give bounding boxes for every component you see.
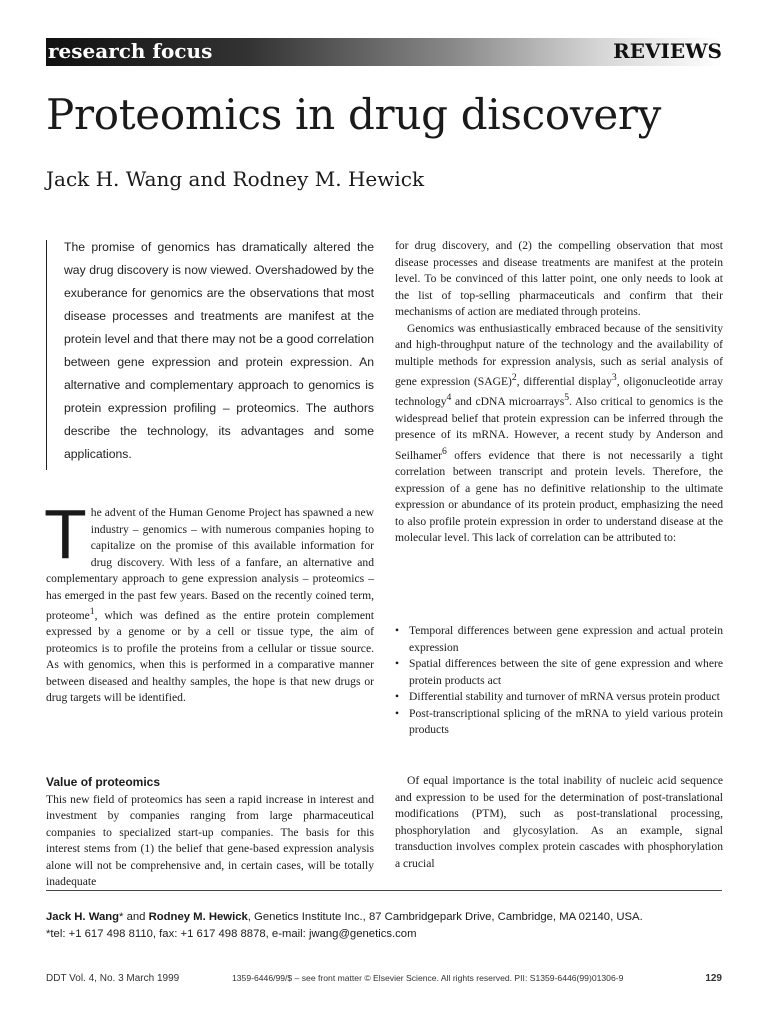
genomics-text-c: , oligonucleotide array technology [395,374,723,409]
abstract: The promise of genomics has dramatically altered the way drug discovery is now viewed. Overshadowed by the exuberance for genomics are the observations that most disease processes and treatments are manifest at the protein level and that there may not be a good correlation between gene expression and protein expression. An alternative and complementary approach to genomics is protein expression profiling – proteomics. The authors describe the technology, its advantages and some applications. [64,240,374,461]
list-item: • Temporal differences between gene expression and actual protein expression [395,624,723,654]
list-item: • Post-transcriptional splicing of the mRNA to yield various protein products [395,706,723,736]
intro-paragraph [44,495,374,707]
corresponding-mark: * [119,911,124,923]
right-column-bottom [395,773,723,872]
header-banner [46,38,722,66]
contact-line: *tel: +1 617 498 8110, fax: +1 617 498 8878, e-mail: jwang@genetics.com [46,928,417,940]
ref-2: 2 [511,372,517,383]
author-name-1: Jack H. Wang [46,911,120,923]
section-label: research focus [48,39,213,63]
ref-4: 4 [446,392,452,404]
list-item: • Differential stability and turnover of mRNA versus protein product [395,689,723,706]
footer-divider [46,890,722,891]
ref-5: 5 [564,392,570,404]
genomics-text-d: and cDNA microarrays [451,395,565,409]
ref-1: 1 [89,606,95,617]
genomics-text-a: Genomics was enthusiastically embraced because of the sensitivity and high-throughput nature of the technology and the availability of multiple methods for expression analysis, such as serial analysis of gene expression (SAGE) [395,321,723,388]
genomics-text-e: . Also critical to genomics is the widespread belief that protein expression can be inferred through the presence of its mRNA. However, a recent study by Anderson and Seilhamer [395,395,723,462]
continued-paragraph: for drug discovery, and (2) the compelling observation that most disease processes and disease treatments are manifest at the protein level. To be convinced of this latter point, one only needs to look at the list of top-selling pharmaceuticals and confirm that their mechanisms of action are mediated through proteins. [395,239,723,318]
abstract-rule [46,240,47,470]
genomics-text-b: , differential display [516,374,612,388]
article-authors: Jack H. Wang and Rodney M. Hewick [46,167,425,191]
bullet-icon: • [395,624,400,637]
bullet-icon: • [395,706,400,720]
page-number: 129 [705,973,722,984]
genomics-text-f: offers evidence that there is not necessarily a tight correlation between transcript and protein levels. Therefore, the expression of a gene has no definitive relationship to the ultimate expression or abundance of its protein product, emphasizing the need to also profile protein expression in order to understand disease at the molecular level. This lack of correlation can be attributed to: [395,448,723,545]
intro-text-a: he advent of the Human Genome Project has spawned a new industry – genomics – with numerous companies hoping to capitalize on the promise of this available information for drug discovery. With less of a fanfare, an alternative and complementary approach to gene expression analysis – proteomics – has emerged in the past few years. Based on the recently coined term, proteome [46,506,374,622]
intro-text-b: , which was defined as the entire protein complement expressed by a genome or by a cell or tissue type, the aim of proteomics is to profile the proteins from a cellular or tissue source. As with genomics, when this is performed in a comparative manner between diseased and healthy samples, the hope is that new drugs or drug targets will be identified. [46,608,374,705]
article-title: Proteomics in drug discovery [46,90,662,139]
author-name-2: Rodney M. Hewick [148,911,248,923]
equal-paragraph: Of equal importance is the total inability of nucleic acid sequence and expression to be used for the determination of post-translational modifications (PTM), such as post-translational processing, phosphorylation and glycosylation. As an example, signal transduction involves complex protein cascades with phosphorylation a crucial [395,774,723,870]
value-paragraph: This new field of proteomics has seen a rapid increase in interest and investment by companies ranging from large pharmaceutical companies to specialized start-up companies. The basis for this interest stems from (1) the belief that gene-based expression analysis alone will not be comprehensive and, in certain cases, will be totally inadequate [46,792,374,888]
author-affiliation [46,909,736,943]
list-item: • Spatial differences between the site of gene expression and where protein products act [395,657,723,687]
right-column-top [395,238,723,547]
ref-6: 6 [442,445,447,457]
affiliation-address: , Genetics Institute Inc., 87 Cambridgepark Drive, Cambridge, MA 02140, USA. [247,911,643,923]
bullet-icon: • [395,690,400,703]
genomics-paragraph [395,321,723,547]
bullet-list [395,623,723,739]
bullet-icon: • [395,657,400,670]
ref-3: 3 [611,372,617,383]
article-type-label: REVIEWS [613,39,722,63]
affiliation-line: Jack H. Wang* and Rodney M. Hewick, Genetics Institute Inc., 87 Cambridgepark Drive, Cambridge, MA 02140, USA. [46,911,643,923]
copyright-line: 1359-6446/99/$ – see front matter © Elsevier Science. All rights reserved. PII: S1359-6446(99)01306-9 [232,973,624,983]
drop-cap: T [44,495,87,573]
value-section [46,774,374,891]
journal-citation: DDT Vol. 4, No. 3 March 1999 [46,973,180,984]
section-heading: Value of proteomics [46,775,161,789]
